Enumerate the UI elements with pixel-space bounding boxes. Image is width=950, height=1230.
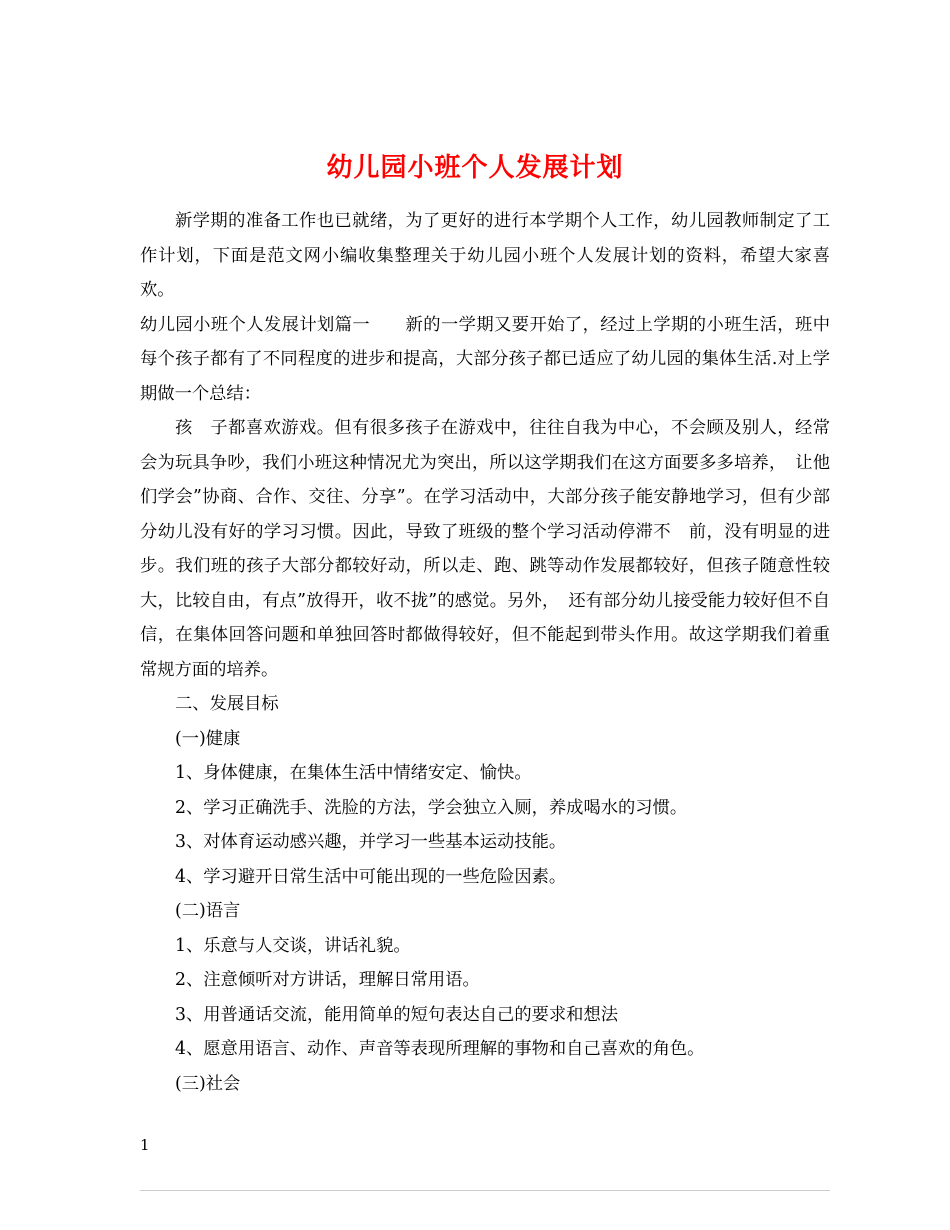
list-item: 3、对体育运动感兴趣，并学习一些基本运动技能。 <box>175 832 567 852</box>
page-number: 1 <box>140 1136 150 1154</box>
list-item: 1、乐意与人交谈，讲话礼貌。 <box>175 935 411 956</box>
footer-divider <box>140 1190 830 1191</box>
document-body <box>140 204 830 1101</box>
list-item: 2、学习正确洗手、洗脸的方法，学会独立入厕，养成喝水的习惯。 <box>175 797 688 818</box>
subsection-heading-language: (二)语言 <box>175 901 241 921</box>
list-item: 4、学习避开日常生活中可能出现的一些危险因素。 <box>175 866 567 887</box>
summary-paragraph: 孩 子都喜欢游戏。但有很多孩子在游戏中，往往自我为中心，不会顾及别人，经常会为玩具争吵，我们小班这种情况尤为突出，所以这学期我们在这方面要多多培养， 让他们学会”协商、合作、交往、分享”。在学习活动中，大部分孩子能安静地学习，但有少部分幼儿没有好的学习习惯。因此，导致了班级的整个学习活动停滞不 前，没有明显的进步。我们班的孩子大部分都较好动，所以走、跑、跳等动作发展都较好，但孩子随意性较大，比较自由，有点”放得开，收不拢”的感觉。另外， 还有部分幼儿接受能力较好但不自信，在集体回答问题和单独回答时都做得较好，但不能起到带头作用。故这学期我们着重常规方面的培养。 <box>140 418 830 680</box>
list-item: 1、身体健康，在集体生活中情绪安定、愉快。 <box>175 763 532 783</box>
plan-intro-paragraph: 幼儿园小班个人发展计划篇一 新的一学期又要开始了，经过上学期的小班生活，班中每个孩子都有了不同程度的进步和提高，大部分孩子都已适应了幼儿园的集体生活.对上学期做一个总结： <box>140 314 830 404</box>
document-title: 幼儿园小班个人发展计划 <box>326 153 624 184</box>
list-item: 3、用普通话交流，能用简单的短句表达自己的要求和想法 <box>175 1004 619 1025</box>
section-heading-goals: 二、发展目标 <box>175 694 279 714</box>
list-item: 4、愿意用语言、动作、声音等表现所理解的事物和自己喜欢的角色。 <box>175 1039 705 1059</box>
intro-paragraph: 新学期的准备工作也已就绪，为了更好的进行本学期个人工作，幼儿园教师制定了工作计划，下面是范文网小编收集整理关于幼儿园小班个人发展计划的资料，希望大家喜欢。 <box>140 211 830 300</box>
list-item: 2、注意倾听对方讲话，理解日常用语。 <box>175 970 480 990</box>
subsection-heading-health: (一)健康 <box>175 728 241 749</box>
subsection-heading-society: (三)社会 <box>175 1073 241 1094</box>
